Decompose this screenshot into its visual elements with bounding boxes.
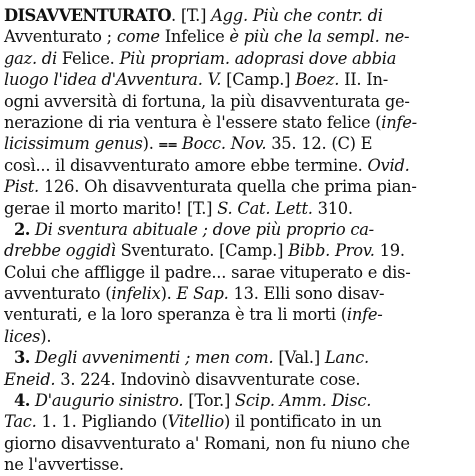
- italic-text: Boez.: [295, 70, 345, 90]
- text-line: [4, 133, 468, 154]
- text-line: [4, 26, 468, 47]
- text-segment: [Tor.]: [188, 391, 235, 411]
- italic-text: è più che la sempl. ne-: [229, 27, 410, 47]
- italic-text: Degli avvenimenti ; men com.: [34, 348, 279, 368]
- text-segment: ). ⩵: [142, 134, 182, 154]
- italic-text: Tac.: [4, 412, 42, 432]
- text-line: [4, 411, 468, 432]
- italic-text: Più propriam. adoprasi dove abbia: [119, 48, 397, 68]
- text-segment: nerazione di ria ventura è l'essere stato felice (: [4, 112, 382, 132]
- italic-text: Bibb. Prov.: [288, 241, 380, 261]
- text-line: [4, 454, 468, 475]
- text-segment: 3. 224. Indovinò disavventurate cose.: [60, 369, 361, 389]
- sense-number: 4.: [14, 391, 35, 411]
- text-segment: ne l'avvertisse.: [4, 455, 124, 475]
- sense-number: 2.: [14, 219, 35, 239]
- italic-text: infe-: [346, 305, 383, 325]
- text-line: [4, 369, 468, 390]
- text-segment: Felice: [61, 48, 110, 68]
- text-line: [4, 219, 468, 240]
- text-segment: 35. 12. (C) E: [271, 134, 373, 154]
- text-segment: giorno disavventurato a' Romani, non fu niuno che: [4, 433, 410, 453]
- italic-text: Bocc. Nov.: [181, 134, 272, 154]
- text-line: [4, 112, 468, 133]
- entry-text-block: [4, 5, 468, 476]
- italic-text: Eneid.: [4, 369, 61, 389]
- text-segment: [Camp.]: [226, 70, 296, 90]
- italic-text: licissimum genus: [4, 134, 143, 154]
- text-line: [4, 433, 468, 454]
- text-line: [4, 326, 468, 347]
- text-segment: . [T.]: [170, 6, 212, 25]
- italic-text: Lanc.: [324, 348, 369, 368]
- text-segment: così... il disavventurato amore ebbe termine.: [4, 155, 368, 175]
- text-segment: gerae il morto marito! [T.]: [4, 198, 218, 218]
- italic-text: drebbe oggidì: [4, 241, 121, 261]
- text-line: [4, 198, 468, 219]
- text-line: [4, 155, 468, 176]
- text-segment: ).: [160, 284, 177, 304]
- text-segment: ogni avversità di fortuna, la più disavventurata ge-: [4, 91, 410, 111]
- text-segment: 126. Oh disavventurata quella che prima pian-: [43, 177, 417, 197]
- italic-text: Scip. Amm. Disc.: [234, 391, 372, 411]
- text-segment: Colui che affligge il padre... sarae vituperato e dis-: [4, 262, 411, 282]
- text-segment: 19.: [379, 241, 405, 261]
- text-segment: venturati, e la loro speranza è tra li morti (: [4, 305, 347, 325]
- headword: DISAVVENTURATO: [4, 6, 171, 25]
- text-segment: 1. 1. Pigliando (: [41, 412, 168, 432]
- text-segment: avventurato (: [4, 284, 112, 304]
- text-segment: Infelice: [164, 27, 230, 47]
- text-line: [4, 48, 468, 69]
- text-line: [4, 240, 468, 261]
- text-line: [4, 176, 468, 197]
- text-segment: 310.: [317, 198, 353, 218]
- italic-text: infe-: [381, 112, 417, 132]
- text-segment: Avventurato ;: [4, 27, 117, 47]
- italic-text: Vitellio: [167, 412, 224, 432]
- text-line: [4, 347, 468, 368]
- italic-text: luogo l'idea d'Avventura. V.: [4, 70, 227, 90]
- text-segment: ) il pontificato in un: [223, 412, 382, 432]
- italic-text: D'augurio sinistro.: [34, 391, 189, 411]
- italic-text: lices: [4, 326, 41, 346]
- text-line: [4, 283, 468, 304]
- italic-text: S. Cat. Lett.: [217, 198, 318, 218]
- text-segment: [Val.]: [278, 348, 325, 368]
- text-segment: ).: [40, 326, 52, 346]
- text-line: [4, 304, 468, 325]
- italic-text: Pist.: [4, 177, 44, 197]
- italic-text: Di sventura abituale ; dove più proprio ca-: [34, 219, 374, 239]
- text-line: [4, 91, 468, 112]
- italic-text: E Sap.: [176, 284, 234, 304]
- text-line: [4, 390, 468, 411]
- italic-text: infelix: [111, 284, 161, 304]
- text-line: [4, 262, 468, 283]
- text-segment: Sventurato. [Camp.]: [120, 241, 289, 261]
- text-line: [4, 5, 468, 26]
- text-line: [4, 69, 468, 90]
- italic-text: Ovid.: [367, 155, 410, 175]
- italic-text: gaz. di: [4, 48, 62, 68]
- italic-text: come: [116, 27, 165, 47]
- sense-number: 3.: [14, 348, 35, 368]
- text-segment: II. In-: [344, 70, 388, 90]
- text-segment: 13. Elli sono disav-: [233, 284, 385, 304]
- italic-text: Agg. Più che contr. di: [211, 6, 383, 25]
- text-segment: .: [109, 48, 120, 68]
